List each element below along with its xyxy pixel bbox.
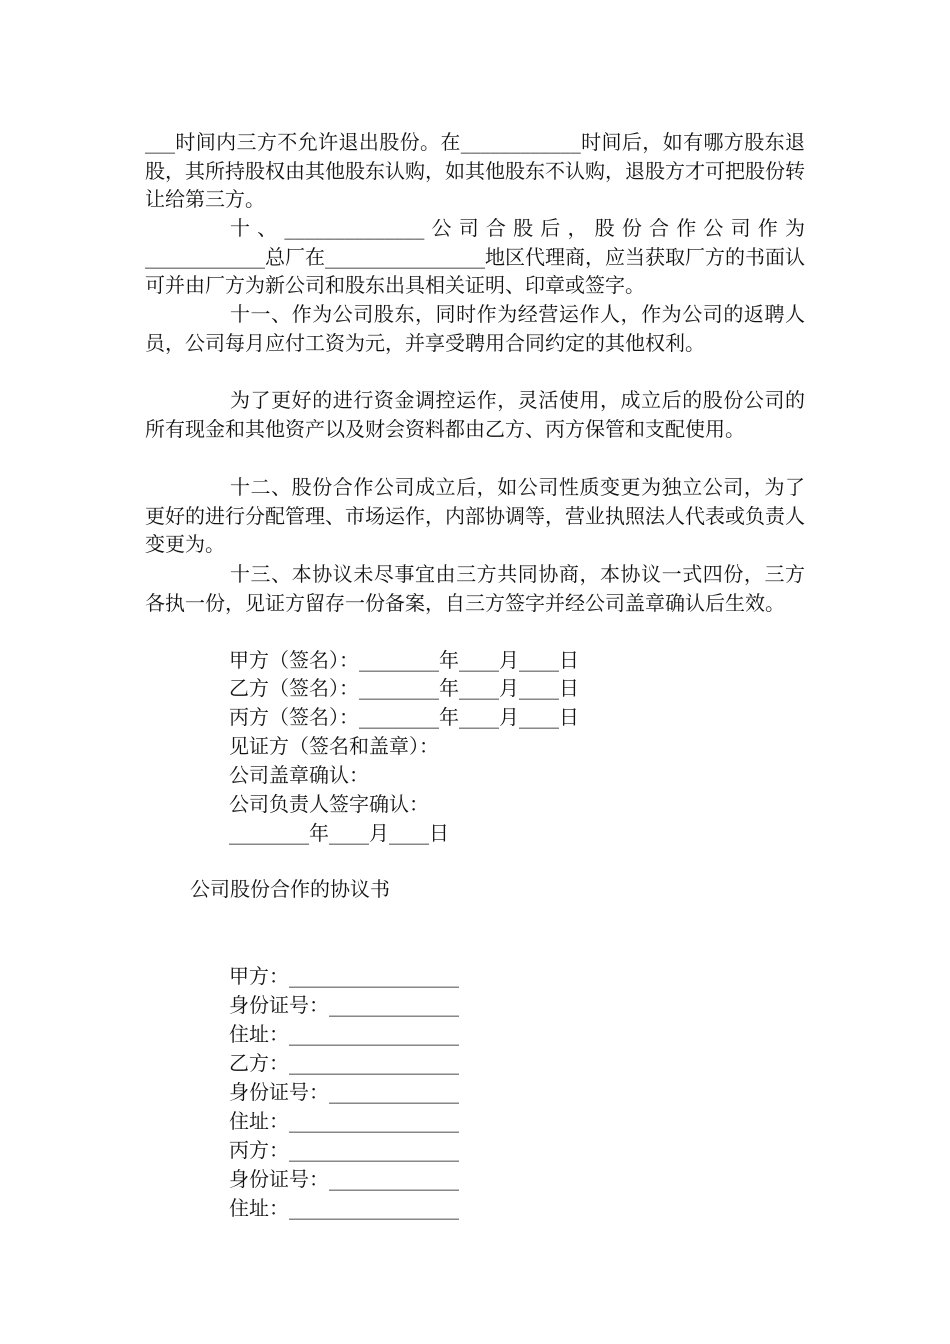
clause-12: 十二、股份合作公司成立后，如公司性质变更为独立公司，为了更好的进行分配管理、市场运作，内部协调等，营业执照法人代表或负责人变更为。: [145, 475, 805, 556]
party-c-address-field: 住址：_________________: [229, 1196, 459, 1220]
party-b-id-field: 身份证号：_____________: [229, 1080, 459, 1104]
party-a-address-field: 住址：_________________: [229, 1022, 459, 1046]
clause-10: 十、______________公司合股后，股份合作公司作为____________总厂在________________地区代理商，应当获取厂方的书面认可并由厂方为新公司和股东出具相关证明、印章或签字。: [145, 216, 805, 297]
signature-party-b: 乙方（签名）：________年____月____日: [229, 676, 579, 700]
party-info-list: [229, 962, 459, 1223]
clause-fund-management: 为了更好的进行资金调控运作，灵活使用，成立后的股份公司的所有现金和其他资产以及财会资料都由乙方、丙方保管和支配使用。: [145, 388, 805, 441]
party-c-name-field: 丙方：_________________: [229, 1138, 459, 1162]
party-b-address-field: 住址：_________________: [229, 1109, 459, 1133]
agreement-title: 公司股份合作的协议书: [190, 877, 390, 901]
company-stamp-confirmation: 公司盖章确认：: [229, 763, 369, 787]
signature-date: ________年____月____日: [229, 821, 449, 845]
party-a-id-field: 身份证号：_____________: [229, 993, 459, 1017]
clause-11: 十一、作为公司股东，同时作为经营运作人，作为公司的返聘人员，公司每月应付工资为元，并享受聘用合同约定的其他权利。: [145, 302, 805, 355]
party-c-id-field: 身份证号：_____________: [229, 1167, 459, 1191]
party-b-name-field: 乙方：_________________: [229, 1051, 459, 1075]
party-a-name-field: 甲方：_________________: [229, 964, 459, 988]
signature-party-a: 甲方（签名）：________年____月____日: [229, 648, 579, 672]
signature-party-c: 丙方（签名）：________年____月____日: [229, 705, 579, 729]
signature-witness: 见证方（签名和盖章）：: [229, 734, 439, 758]
clause-13: 十三、本协议未尽事宜由三方共同协商，本协议一式四份，三方各执一份，见证方留存一份备案，自三方签字并经公司盖章确认后生效。: [145, 562, 805, 615]
company-head-signature: 公司负责人签字确认：: [229, 792, 429, 816]
clause-continuation: ___时间内三方不允许退出股份。在____________时间后，如有哪方股东退股，其所持股权由其他股东认购，如其他股东不认购，退股方才可把股份转让给第三方。: [145, 130, 805, 211]
